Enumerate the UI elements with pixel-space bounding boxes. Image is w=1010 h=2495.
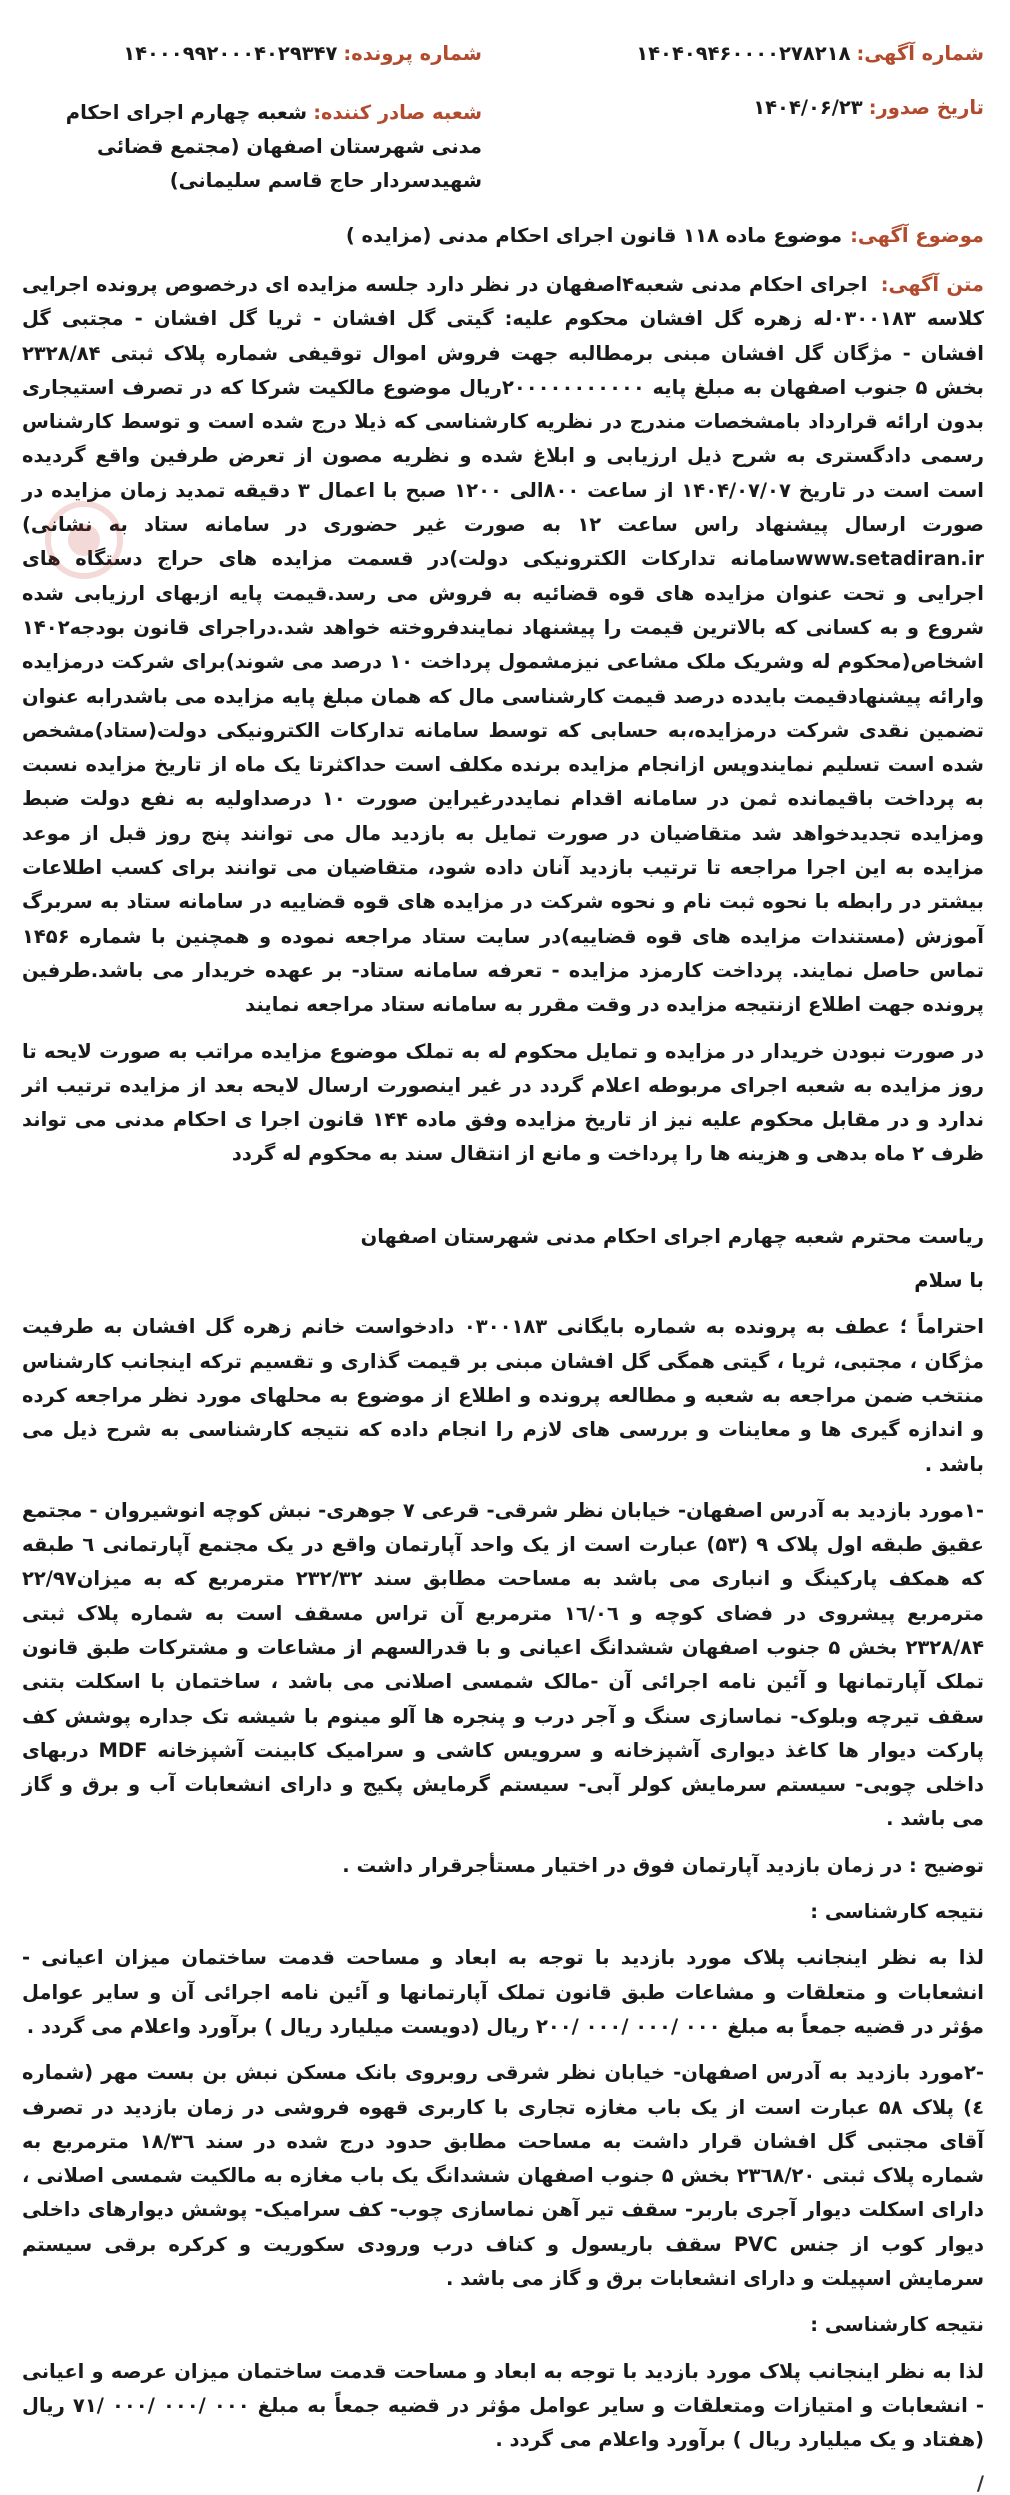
ad-number-label: شماره آگهی: [856, 42, 984, 65]
issue-date-value: ۱۴۰۴/۰۶/۲۳ [753, 96, 863, 119]
report-addressee: ریاست محترم شعبه چهارم اجرای احکام مدنی شهرستان اصفهان [360, 1224, 984, 1248]
issuer [22, 96, 482, 198]
report-result-1: لذا به نظر اینجانب پلاک مورد بازدید با توجه به ابعاد و مساحت قدمت ساختمان میزان اعیانی - انشعابات و متعلقات و مشاعات طبق قانون تملک آپارتمانها و آئین نامه اجرائی آن و سایر عوامل مؤثر در قضیه جمعاً به مبلغ ۰۰۰ /۰۰۰ /۰۰۰ /۲۰۰ ریال (دویست میلیارد ریال ) برآورد واعلام می گردد . [22, 1946, 984, 2038]
subject [22, 224, 984, 268]
subject-value: موضوع ماده ۱۱۸ قانون اجرای احکام مدنی (مزایده ) [345, 224, 843, 247]
subject-label: موضوع آگهی: [850, 224, 984, 247]
report-item-2: -۲مورد بازدید به آدرس اصفهان- خیابان نظر شرقی روبروی بانک مسکن نبش بن بست مهر (شماره ٤) پلاک ۵۸ عبارت است از یک باب مغازه تجاری با کاربری قهوه فروشی در زمان بازدید در تصرف آقای مجتبی گل افشان قرار داشت به مساحت مطابق حدود درج شده در سند ۱۸/۳٦ مترمربع به شماره پلاک ثبتی ۲۳٦۸/۲۰ بخش ۵ جنوب اصفهان ششدانگ یک باب مغازه به مالکیت شمسی اصلانی ، دارای اسکلت دیوار آجری باربر- سقف تیر آهن نماسازی چوب- کف سرامیک- پوشش دیوارهای داخلی دیوار کوب از جنس PVC سقف باریسول و کناف درب ورودی سکوریت و کرکره برقی سیستم سرمایش اسپیلت و دارای انشعابات برق و گاز می باشد . [22, 2061, 984, 2291]
report-greeting: با سلام [914, 1269, 984, 1293]
report-note: توضیح : در زمان بازدید آپارتمان فوق در اختیار مستأجرقرار داشت . [342, 1853, 984, 1877]
issue-date-label: تاریخ صدور: [868, 96, 984, 119]
case-number [22, 42, 482, 65]
ad-number-value: ۱۴۰۴۰۹۴۶۰۰۰۰۲۷۸۲۱۸ [636, 42, 851, 65]
report-item-1: -۱مورد بازدید به آدرس اصفهان- خیابان نظر شرقی- قرعی ۷ جوهری- نبش کوچه انوشیروان - مجتمع عقیق طبقه اول پلاک ۹ (۵۳) عبارت است از یک واحد آپارتمان واقع در یک مجتمع آپارتمانی ٦ طبقه که همکف پارکینگ و انباری می باشد به مساحت مطابق سند ۲۳۲/۳۲ مترمربع که به میزان۲۲/۹۷ مترمربع پیشروی در فضای کوچه و ۱٦/۰٦ مترمربع آن تراس مسقف است به شماره پلاک ثبتی ۲۳۲۸/۸۴ بخش ۵ جنوب اصفهان ششدانگ اعیانی و با قدرالسهم از مشاعات و مشترکات طبق قانون تملک آپارتمانها و آئین نامه اجرائی آن -مالک شمسی اصلانی می باشد ، ساختمان با اسکلت بتنی سقف تیرچه وبلوک- نماسازی سنگ و آجر درب و پنجره ها آلو مینوم با شیشه تک جداره پوشش کف پارکت دیوار ها کاغذ دیواری آشپزخانه و سرویس کاشی و سرامیک کابینت آشپزخانه MDF دربهای داخلی چوبی- سیستم سرمایش کولر آبی- سیستم گرمایش پکیج و دارای انشعابات آب و برق و گاز می باشد . [22, 1498, 984, 1831]
ad-text-body-1: اجرای احکام مدنی شعبه۴اصفهان در نظر دارد جلسه مزایده ای درخصوص پرونده اجرایی کلاسه ۰۳۰۰۱۸۳له زهره گل افشان محکوم علیه: گیتی گل افشان - ثریا گل افشان - مجتبی گل افشان - مژگان گل افشان مبنی برمطالبه جهت فروش اموال توقیفی شماره پلاک ثبتی ۲۳۲۸/۸۴ بخش ۵ جنوب اصفهان به مبلغ پایه ۲۰۰۰۰۰۰۰۰۰۰۰ریال موضوع مالکیت شرکا که در تصرف استیجاری بدون ارائه قرارداد بامشخصات مندرج در نظریه کارشناسی که ذیلا درج شده است و توسط کارشناس رسمی دادگستری به شرح ذیل ارزیابی و ابلاغ شده و نظریه مصون از تعرض طرفین واقع گردیده است است در تاریخ ۱۴۰۴/۰۷/۰۷ از ساعت ۸۰۰الی ۱۲۰۰ صبح با اعمال ۳ دقیقه تمدید زمان مزایده در صورت ارسال پیشنهاد راس ساعت ۱۲ به صورت غیر حضوری در سامانه ستاد به نشانی) www.setadiran.irسامانه تدارکات الکترونیکی دولت)در قسمت مزایده های حراج دستگاه های اجرایی و تحت عنوان مزایده های قوه قضائیه به فروش می رسد.قیمت پایه ازبهای ارزیابی شده شروع و به کسانی که بالاترین قیمت را پیشنهاد نمایندفروخته خواهد شد.دراجرای قانون بودجه۱۴۰۲ اشخاص(محکوم له وشریک ملک مشاعی نیزمشمول پرداخت ۱۰ درصد می شوند)برای شرکت درمزایده وارائه پیشنهادقیمت بایدده درصد قیمت کارشناسی مال که همان مبلغ پایه مزایده می باشدرابه عنوان تضمین نقدی شرکت درمزایده،به حسابی که توسط سامانه تدارکات الکترونیکی دولت(ستاد)مشخص شده است تسلیم نمایندوپس ازانجام مزایده برنده مکلف است حداکثرتا یک ماه از تاریخ مزایده نسبت به پرداخت باقیمانده ثمن در سامانه اقدام نمایددرغیراین صورت ۱۰ درصداولیه به نفع دولت ضبط ومزایده تجدیدخواهد شد متقاضیان در صورت تمایل به بازدید مال می توانند پنج روز قبل از موعد مزایده به این اجرا مراجعه تا ترتیب بازدید آنان داده شود، متقاضیان می توانند برای کسب اطلاعات بیشتر در رابطه با نحوه ثبت نام و نحوه شرکت در مزایده های قوه قضاییه در سامانه ستاد به سربرگ آموزش (مستندات مزایده های قوه قضاییه)در سایت ستاد مراجعه نموده و همچنین با شماره ۱۴۵۶ تماس حاصل نمایند. پرداخت کارمزد مزایده - تعرفه سامانه ستاد- بر عهده خریدار می باشد.طرفین پرونده جهت اطلاع ازنتیجه مزایده در وقت مقرر به سامانه ستاد مراجعه نمایند [22, 273, 984, 1017]
report-result-2: لذا به نظر اینجانب پلاک مورد بازدید با توجه به ابعاد و مساحت قدمت ساختمان میزان عرصه و اعیانی - انشعابات و امتیازات ومتعلقات و سایر عوامل مؤثر در قضیه جمعاً به مبلغ ۰۰۰ /۰۰۰ /۰۰۰ /۷۱ ریال (هفتاد و یک میلیارد ریال ) برآورد واعلام می گردد . [22, 2359, 984, 2452]
report-intro: احتراماً ؛ عطف به پرونده به شماره بایگانی ۰۳۰۰۱۸۳ دادخواست خانم زهره گل افشان به طرفیت مژگان ، مجتبی، ثریا ، گیتی همگی گل افشان مبنی بر قیمت گذاری و تقسیم ترکه اینجانب کارشناس منتخب ضمن مراجعه به شعبه و مطالعه پرونده و اطلاع از موضوع به محلهای مورد نظر مراجعه کرده و اندازه گیری ها و معاینات و بررسی های لازم را انجام داده که نتیجه کارشناسی به شرح ذیل می باشد . [22, 1315, 984, 1476]
issue-date [584, 96, 984, 119]
watermark-emblem-icon [44, 500, 124, 580]
ad-text-paragraph-1 [22, 268, 984, 1023]
case-number-label: شماره پرونده: [343, 42, 482, 65]
ad-text-label: متن آگهی: [880, 273, 984, 296]
end-mark: / [976, 2471, 984, 2495]
case-number-value: ۱۴۰۰۰۹۹۲۰۰۰۴۰۲۹۳۴۷ [123, 42, 338, 65]
header-row-date-issuer [22, 96, 984, 216]
result-heading-1: نتیجه کارشناسی : [810, 1900, 984, 1924]
issuer-label: شعبه صادر کننده: [313, 101, 482, 124]
issuer-value: شعبه چهارم اجرای احکام مدنی شهرستان اصفهان (مجتمع قضائی شهیدسردار حاج قاسم سلیمانی) [65, 101, 482, 192]
ad-text-paragraph-2: در صورت نبودن خریدار در مزایده و تمایل محکوم له به تملک موضوع مزایده مراتب به صورت لایحه تا روز مزایده به شعبه اجرای مربوطه اعلام گردد در غیر اینصورت ارسال لایحه بعد از مزایده ترتیب اثر ندارد و در مقابل محکوم علیه نیز از تاریخ مزایده وفق ماده ۱۴۴ قانون اجرا ی احکام مدنی می تواند ظرف ۲ ماه بدهی و هزینه ها را پرداخت و مانع از انتقال سند به محکوم له گردد [22, 1039, 984, 1166]
result-heading-2: نتیجه کارشناسی : [810, 2313, 984, 2337]
ad-number [584, 42, 984, 65]
header-row-numbers [22, 42, 984, 96]
